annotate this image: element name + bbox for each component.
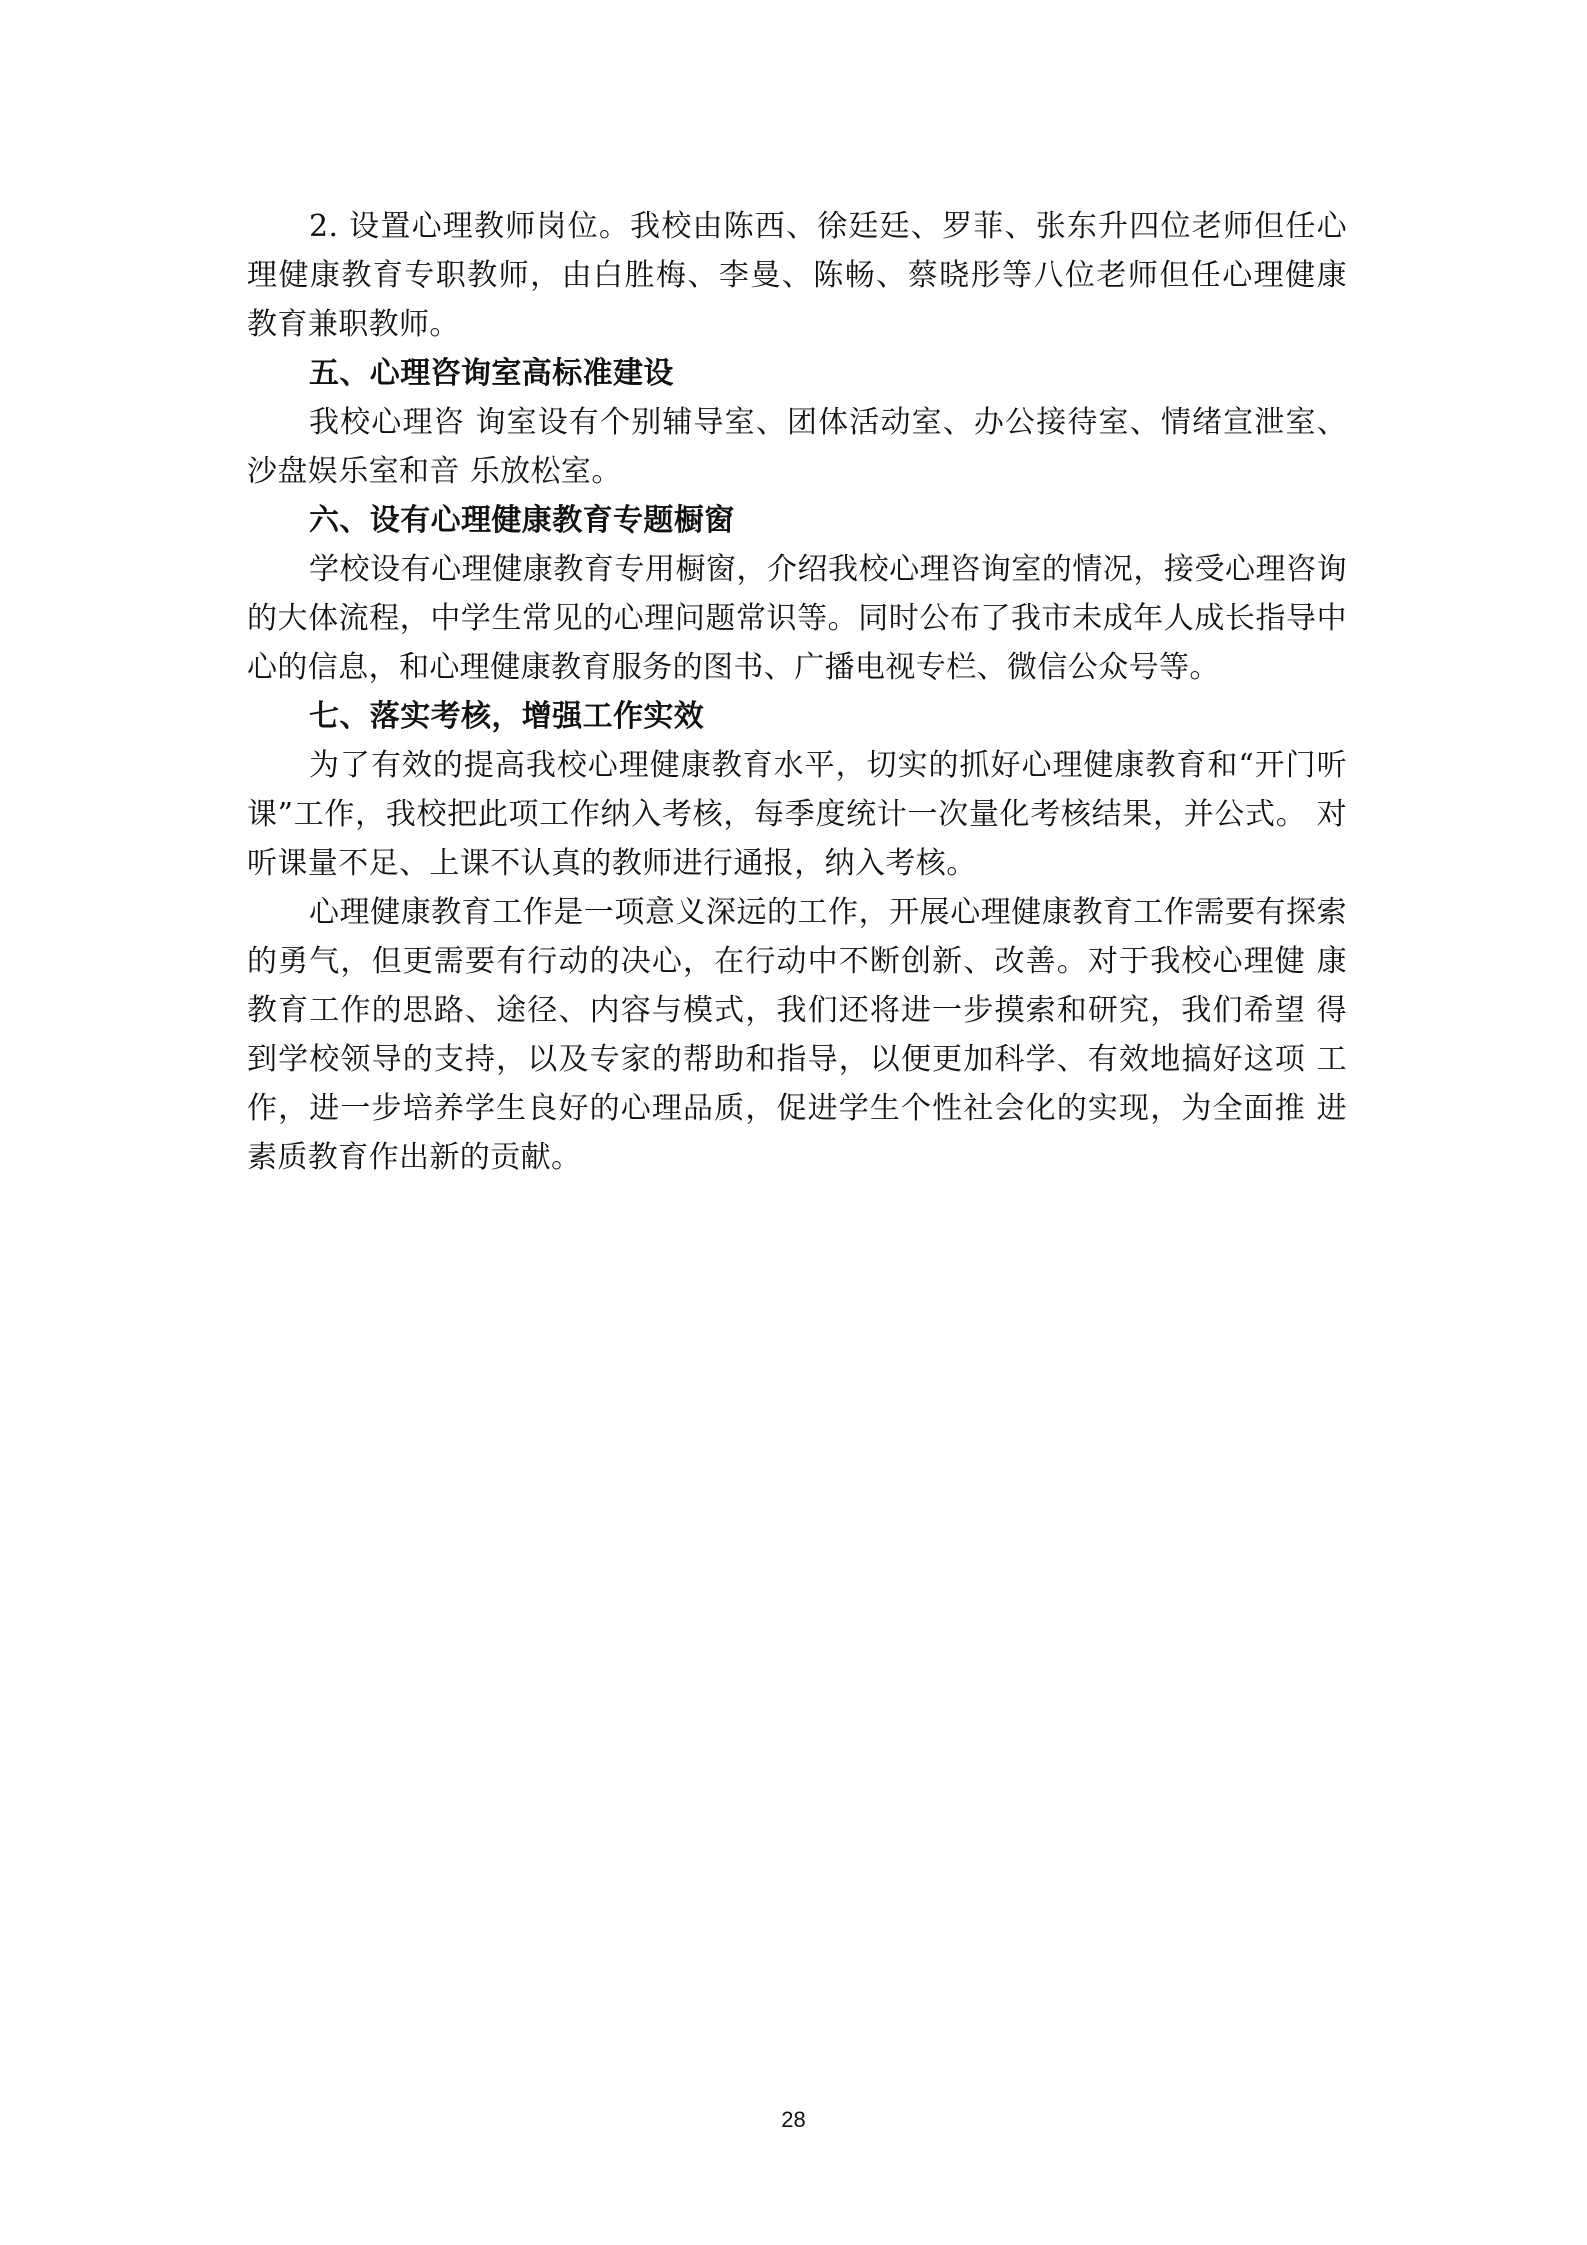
paragraph-counseling-room: 我校心理咨 询室设有个别辅导室、团体活动室、办公接待室、情绪宣泄室、沙盘娱乐室和音 乐放松室。: [247, 405, 1347, 489]
paragraph-assessment: 为了有效的提高我校心理健康教育水平，切实的抓好心理健康教育和“开门听课”工作，我校把此项工作纳入考核，每季度统计一次量化考核结果，并公式。 对听课量不足、上课不认真的教师进行通报，纳入考核。: [247, 748, 1347, 881]
heading-section-7: 七、落实考核，增强工作实效: [309, 699, 705, 734]
heading-section-6: 六、设有心理健康教育专题橱窗: [309, 503, 735, 538]
page-number: 28: [781, 2107, 806, 2132]
paragraph-teacher-positions: 2. 设置心理教师岗位。我校由陈西、徐廷廷、罗菲、张东升四位老师但任心 理健康教育专职教师，由白胜梅、李曼、陈畅、蔡晓彤等八位老师但任心理健康 教育兼职教师。: [247, 209, 1347, 342]
paragraph-showcase: 学校设有心理健康教育专用橱窗，介绍我校心理咨询室的情况，接受心理咨询的大体流程，中学生常见的心理问题常识等。同时公布了我市未成年人成长指导中心的信息，和心理健康教育服务的图书、广播电视专栏、微信公众号等。: [247, 552, 1347, 685]
heading-section-5: 五、心理咨询室高标准建设: [309, 356, 674, 391]
paragraph-conclusion: 心理健康教育工作是一项意义深远的工作，开展心理健康教育工作需要有探索的勇气，但更需要有行动的决心，在行动中不断创新、改善。对于我校心理健 康教育工作的思路、途径、内容与模式，我们还将进一步摸索和研究，我们希望 得到学校领导的支持，以及专家的帮助和指导，以便更加科学、有效地搞好这项 工作，进一步培养学生良好的心理品质，促进学生个性社会化的实现，为全面推 进素质教育作出新的贡献。: [247, 895, 1347, 1175]
page-content: [247, 202, 1347, 1182]
